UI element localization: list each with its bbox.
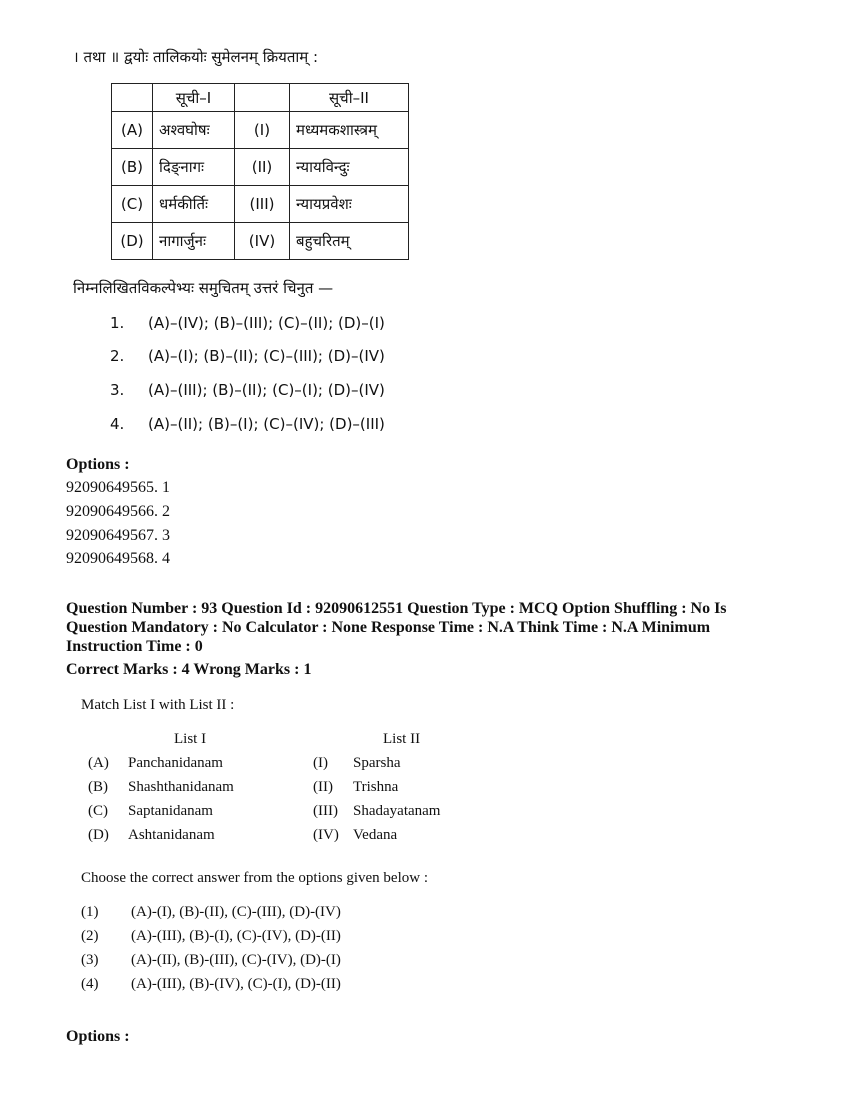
row-numeral: (II): [313, 779, 333, 795]
list1-item: Panchanidanam: [128, 755, 223, 771]
row-label: (D): [112, 223, 153, 260]
list1-item: धर्मकीर्तिः: [153, 186, 235, 223]
row-numeral: (II): [235, 149, 290, 186]
q2-choice-text: (A)-(I), (B)-(II), (C)-(III), (D)-(IV): [131, 904, 341, 920]
q1-choice-text: (A)–(IV); (B)–(III); (C)–(II); (D)–(I): [148, 314, 385, 332]
q2-choice-number: (4): [81, 976, 99, 992]
row-numeral: (IV): [235, 223, 290, 260]
table-header-list2: सूची–II: [290, 84, 409, 112]
table-row: [112, 149, 409, 186]
option-id: 92090649567. 3: [66, 527, 170, 544]
row-label: (B): [112, 149, 153, 186]
list2-item: बहुचरितम्: [290, 223, 409, 260]
options-label: Options :: [66, 456, 130, 473]
q1-choice-text: (A)–(III); (B)–(II); (C)–(I); (D)–(IV): [148, 381, 385, 399]
q1-choice-text: (A)–(II); (B)–(I); (C)–(IV); (D)–(III): [148, 415, 385, 433]
row-numeral: (III): [313, 803, 338, 819]
q1-match-table: [111, 83, 409, 260]
q2-choice-text: (A)-(II), (B)-(III), (C)-(IV), (D)-(I): [131, 952, 341, 968]
table-row: [112, 186, 409, 223]
options-label: Options :: [66, 1028, 130, 1045]
option-id: 92090649565. 1: [66, 479, 170, 496]
row-label: (C): [88, 803, 108, 819]
row-numeral: (III): [235, 186, 290, 223]
list1-item: Shashthanidanam: [128, 779, 234, 795]
q1-choice-number: 3.: [110, 381, 125, 399]
list1-item: अश्वघोषः: [153, 112, 235, 149]
table-header-cell: [112, 84, 153, 112]
list1-item: Saptanidanam: [128, 803, 213, 819]
list1-item: Ashtanidanam: [128, 827, 215, 843]
q2-choice-text: (A)-(III), (B)-(I), (C)-(IV), (D)-(II): [131, 928, 341, 944]
list2-item: Sparsha: [353, 755, 401, 771]
q2-choice-text: (A)-(III), (B)-(IV), (C)-(I), (D)-(II): [131, 976, 341, 992]
q1-choice-number: 4.: [110, 415, 125, 433]
list2-item: मध्यमकशास्त्रम्: [290, 112, 409, 149]
q1-instruction: । तथा ॥ द्वयोः तालिकयोः सुमेलनम् क्रियताम् :: [73, 48, 319, 66]
q2-prompt: Choose the correct answer from the options given below :: [81, 870, 428, 886]
table-header-cell: [235, 84, 290, 112]
row-numeral: (I): [313, 755, 328, 771]
row-label: (A): [88, 755, 109, 771]
list2-item: न्यायविन्दुः: [290, 149, 409, 186]
list2-item: Trishna: [353, 779, 399, 795]
list2-header: List II: [383, 731, 421, 747]
row-label: (D): [88, 827, 109, 843]
table-header-row: [112, 84, 409, 112]
list1-item: दिङ्नागः: [153, 149, 235, 186]
list2-item: न्यायप्रवेशः: [290, 186, 409, 223]
row-label: (C): [112, 186, 153, 223]
option-id: 92090649568. 4: [66, 550, 170, 567]
question-meta-line: Question Number : 93 Question Id : 92090612551 Question Type : MCQ Option Shuffling : No Is: [66, 600, 727, 617]
table-row: [112, 112, 409, 149]
q2-choice-number: (2): [81, 928, 99, 944]
list2-item: Shadayatanam: [353, 803, 441, 819]
q2-choice-number: (1): [81, 904, 99, 920]
option-id: 92090649566. 2: [66, 503, 170, 520]
row-label: (A): [112, 112, 153, 149]
list1-header: List I: [174, 731, 207, 747]
row-label: (B): [88, 779, 108, 795]
question-meta-line: Question Mandatory : No Calculator : None Response Time : N.A Think Time : N.A Minimum: [66, 619, 711, 636]
q1-choice-number: 1.: [110, 314, 125, 332]
q1-choice-number: 2.: [110, 347, 125, 365]
q2-instruction: Match List I with List II :: [81, 697, 235, 713]
table-row: [112, 223, 409, 260]
q1-prompt: निम्नलिखितविकल्पेभ्यः समुचितम् उत्तरं चिनुत —: [73, 279, 334, 297]
list1-item: नागार्जुनः: [153, 223, 235, 260]
row-numeral: (IV): [313, 827, 339, 843]
marks-line: Correct Marks : 4 Wrong Marks : 1: [66, 661, 312, 678]
table-header-list1: सूची–I: [153, 84, 235, 112]
list2-item: Vedana: [353, 827, 398, 843]
row-numeral: (I): [235, 112, 290, 149]
question-meta-line: Instruction Time : 0: [66, 638, 203, 655]
q1-choice-text: (A)–(I); (B)–(II); (C)–(III); (D)–(IV): [148, 347, 385, 365]
q2-choice-number: (3): [81, 952, 99, 968]
